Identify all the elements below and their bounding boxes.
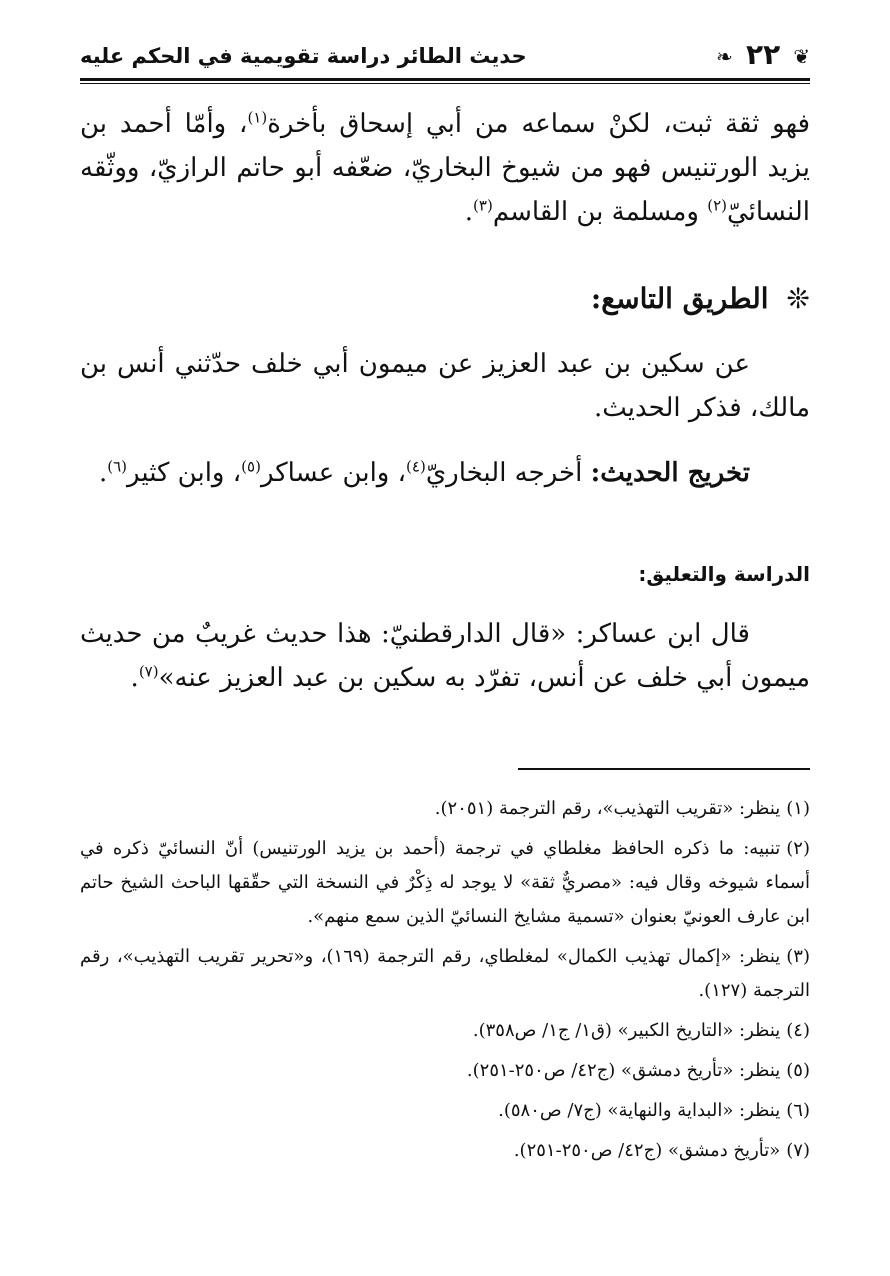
paragraph-2: عن سكين بن عبد العزيز عن ميمون أبي خلف حدّثني أنس بن مالك، فذكر الحديث.: [80, 349, 810, 423]
footnote-7: [80, 1134, 810, 1168]
footnote-1: [80, 792, 810, 826]
footnote-4: [80, 1014, 810, 1048]
ornament-left-icon: ❧: [716, 44, 733, 69]
paragraph-3: [99, 458, 750, 488]
paragraph-3-text-2: ، وابن عساكر: [260, 458, 407, 488]
footnote-text: ينظر: «البداية والنهاية» (ج٧/ ص٥٨٠).: [498, 1100, 781, 1121]
paragraph-3-lead: تخريج الحديث:: [590, 458, 750, 488]
footnote-ref-1[interactable]: (١): [247, 108, 268, 127]
footnote-ref-6[interactable]: (٦): [107, 457, 127, 476]
footnote-ref-4[interactable]: (٤): [406, 457, 426, 476]
section-heading-study: الدراسة والتعليق:: [638, 562, 810, 586]
paragraph-3-text-3: ، وابن كثير: [127, 458, 242, 488]
footnote-number: (٤): [786, 1020, 810, 1041]
footnote-number: (٦): [786, 1100, 810, 1121]
ornament-right-icon: ❦: [793, 44, 810, 69]
footnote-number: (٧): [786, 1140, 810, 1161]
footnote-2: [80, 832, 810, 934]
footnote-number: (٢): [786, 838, 810, 859]
paragraph-1-text-2: ، وأمّا أحمد بن يزيد الورتنيس فهو من شيوخ البخاريّ، ضعّفه أبو حاتم الرازيّ، ووثّقه النسائيّ: [80, 109, 810, 227]
paragraph-1: [80, 102, 810, 234]
page-number: ٢٢: [745, 38, 781, 71]
footnote-number: (٥): [786, 1060, 810, 1081]
paragraph-4-text: قال ابن عساكر: «قال الدارقطنيّ: هذا حديث غريبٌ من حديث ميمون أبي خلف عن أنس، تفرّد به سكين بن عبد العزيز عنه»: [80, 619, 810, 693]
footnote-number: (١): [786, 798, 810, 819]
footnote-text: ينظر: «تأريخ دمشق» (ج٤٢/ ص٢٥٠-٢٥١).: [466, 1060, 781, 1081]
footnotes: [80, 792, 810, 1174]
header-rule: [80, 78, 810, 81]
footnote-6: [80, 1094, 810, 1128]
section-heading-ninth-route: [591, 282, 810, 315]
paragraph-3-text-4: .: [98, 458, 108, 488]
paragraph-4-text-2: .: [130, 663, 139, 693]
footnote-ref-3[interactable]: (٣): [473, 196, 493, 215]
header-rule-thin: [80, 83, 810, 84]
footnote-3: [80, 940, 810, 1008]
footnote-ref-5[interactable]: (٥): [241, 457, 261, 476]
page-number-ornament: [716, 38, 810, 71]
section-heading-text: الطريق التاسع:: [590, 282, 769, 315]
page-header: [80, 36, 810, 76]
star-icon: ❊: [786, 282, 810, 315]
footnote-ref-2[interactable]: (٢): [707, 196, 727, 215]
footnote-text: «تأريخ دمشق» (ج٤٢/ ص٢٥٠-٢٥١).: [513, 1140, 781, 1161]
paragraph-1-text-3: ومسلمة بن القاسم: [492, 197, 708, 227]
paragraph-1-text-4: .: [464, 197, 474, 227]
paragraph-4: [80, 612, 810, 700]
footnote-text: ينظر: «إكمال تهذيب الكمال» لمغلطاي، رقم الترجمة (١٦٩)، و«تحرير تقريب التهذيب»، رقم الترجمة (١٢٧).: [80, 946, 810, 1001]
footnote-ref-7[interactable]: (٧): [138, 662, 159, 681]
paragraph-1-text: فهو ثقة ثبت، لكنْ سماعه من أبي إسحاق بأخرة: [267, 109, 810, 139]
footnote-text: ينظر: «تقريب التهذيب»، رقم الترجمة (٢٠٥١).: [434, 798, 781, 819]
footnote-text: تنبيه: ما ذكره الحافظ مغلطاي في ترجمة (أحمد بن يزيد الورتنيس) أنّ النسائيّ ذكره في أسماء شيوخه وقال فيه: «مصريٌّ ثقة» لا يوجد له ذِكْرٌ في النسخة التي حقّقها الباحث الشيخ حاتم ابن عارف العونيّ بعنوان «تسمية مشايخ النسائيّ الذين سمع منهم».: [80, 838, 810, 927]
footnote-text: ينظر: «التاريخ الكبير» (ق١/ ج١/ ص٣٥٨).: [472, 1020, 781, 1041]
footnote-number: (٣): [786, 946, 810, 967]
footnote-separator: [518, 768, 810, 770]
footnote-5: [80, 1054, 810, 1088]
running-title: حديث الطائر دراسة تقويمية في الحكم عليه: [80, 44, 527, 68]
paragraph-3-text-1: أخرجه البخاريّ: [425, 458, 591, 488]
